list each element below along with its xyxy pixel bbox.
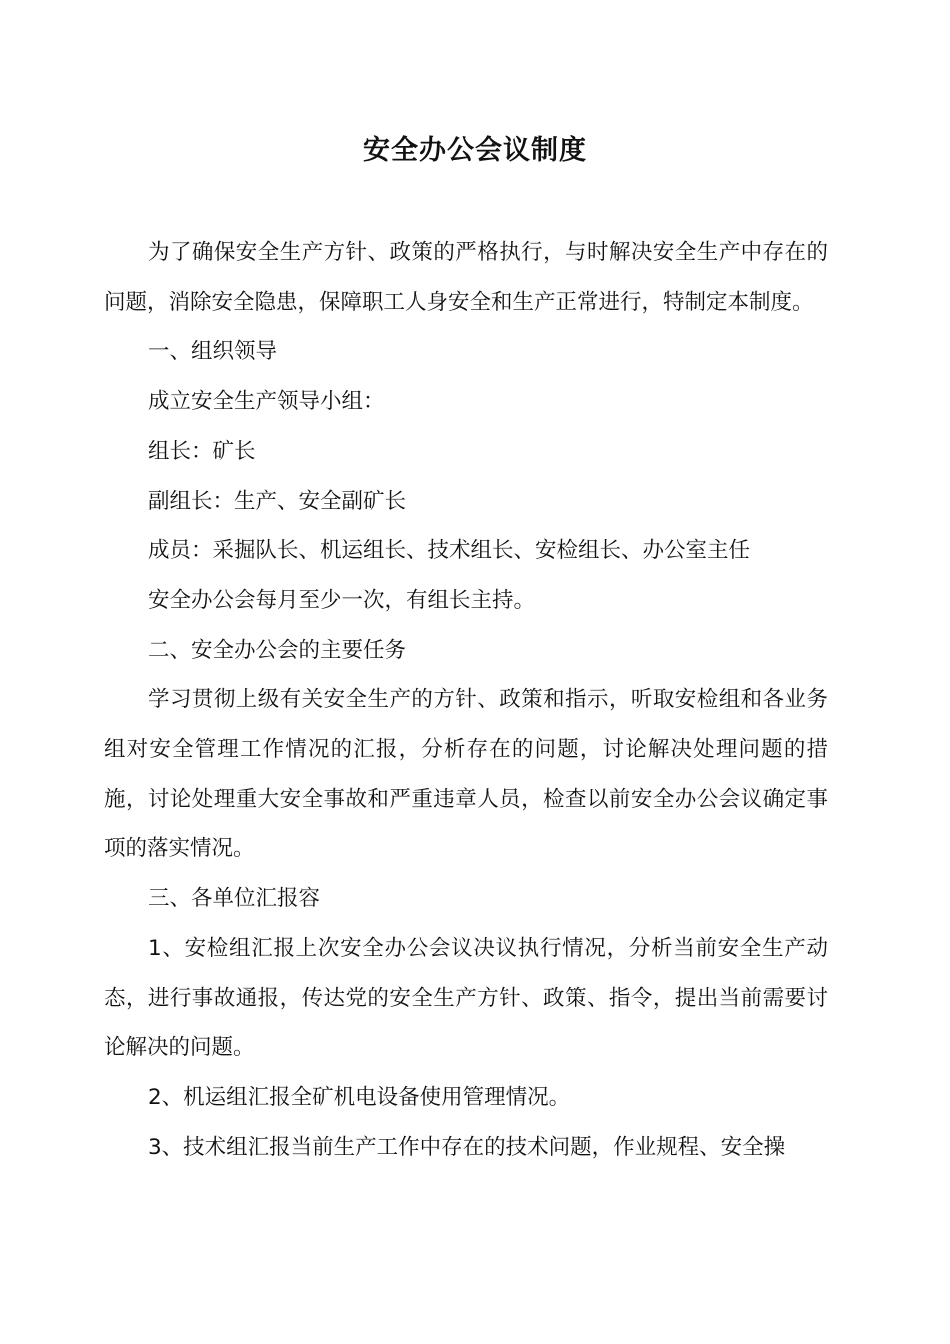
- paragraph-deputy-leader: 副组长：生产、安全副矿长: [148, 488, 407, 514]
- section-heading-reports: 三、各单位汇报容: [148, 886, 321, 912]
- document-body: [104, 228, 828, 1172]
- paragraph-report-item-2: 2、机运组汇报全矿机电设备使用管理情况。: [148, 1084, 571, 1110]
- paragraph-meeting-frequency: 安全办公会每月至少一次，有组长主持。: [148, 587, 536, 613]
- section-heading-main-tasks: 二、安全办公会的主要任务: [148, 637, 407, 663]
- paragraph-intro: 为了确保安全生产方针、政策的严格执行，与时解决安全生产中存在的问题，消除安全隐患，保障职工人身安全和生产正常进行，特制定本制度。: [104, 240, 828, 315]
- document-title: 安全办公会议制度: [363, 135, 587, 166]
- section-heading-organization: 一、组织领导: [148, 339, 278, 365]
- paragraph-members: 成员：采掘队长、机运组长、技术组长、安检组长、办公室主任: [148, 538, 751, 564]
- paragraph-group-leader: 组长：矿长: [148, 438, 256, 464]
- paragraph-report-item-3: 3、技术组汇报当前生产工作中存在的技术问题，作业规程、安全操: [148, 1134, 786, 1160]
- paragraph-main-tasks: 学习贯彻上级有关安全生产的方针、政策和指示，听取安检组和各业务组对安全管理工作情况的汇报，分析存在的问题，讨论解决处理问题的措施，讨论处理重大安全事故和严重违章人员，检查以前安全办公会议确定事项的落实情况。: [104, 687, 828, 862]
- paragraph-report-item-1: 1、安检组汇报上次安全办公会议决议执行情况，分析当前安全生产动态，进行事故通报，传达党的安全生产方针、政策、指令，提出当前需要讨论解决的问题。: [104, 935, 828, 1061]
- paragraph-leadership-group: 成立安全生产领导小组：: [148, 389, 385, 415]
